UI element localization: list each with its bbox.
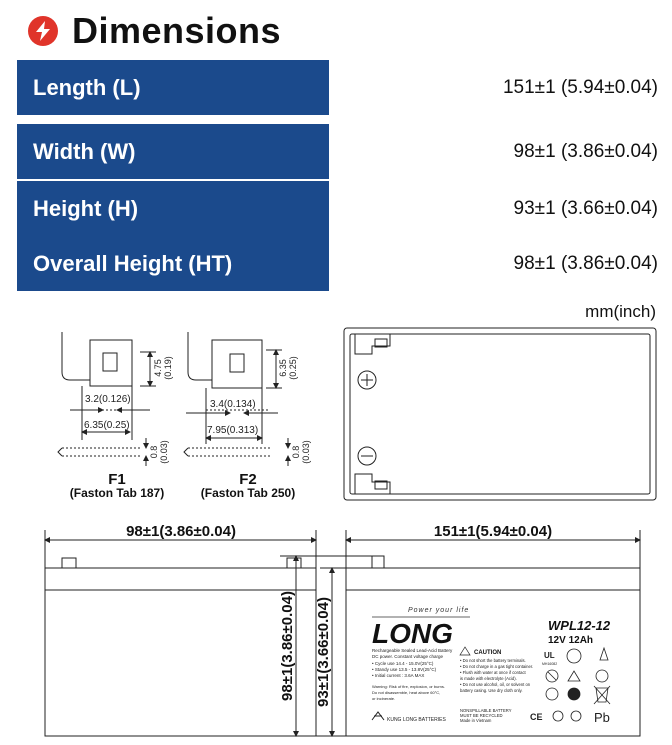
f1-height-dim: 4.75 (153, 359, 163, 377)
certification-icons (530, 648, 610, 725)
f1-height-dim-in: (0.19) (163, 356, 173, 380)
spec-value: 98±1 (3.86±0.04) (513, 252, 658, 274)
caution-text: battery casing. Use dry cloth only. (460, 688, 523, 693)
battery-label (372, 607, 611, 725)
caution-title: CAUTION (474, 650, 502, 656)
nonspill-text: MUST BE RECYCLED (460, 713, 503, 718)
caution-text: • Do not use alcohol, oil, or solvent on (460, 682, 531, 687)
f2-title: F2 (239, 471, 257, 488)
corrosive-icon (568, 671, 580, 681)
f2-height-dim-in: (0.25) (288, 356, 298, 380)
label-warning: Do not disassemble, heat above 60°C, (372, 690, 441, 695)
unit-note: mm(inch) (585, 302, 656, 321)
model-number: WPL12-12 (548, 618, 611, 633)
spec-value: 98±1 (3.86±0.04) (513, 140, 658, 162)
height-dimension-label: 93±1(3.66±0.04) (315, 597, 332, 707)
read-manual-icon (596, 670, 608, 682)
width-dimension-label: 98±1(3.86±0.04) (126, 523, 236, 540)
brand-slogan: Power your life (408, 607, 470, 614)
maker-logo-icon (372, 712, 384, 720)
lead-acid-icon (600, 648, 608, 660)
caution-text: • Do not short the battery terminals. (460, 658, 526, 663)
page-title: Dimensions (72, 10, 282, 51)
brand-logo: LONG (372, 618, 453, 649)
label-desc: DC power. Constant voltage charge (372, 654, 444, 659)
pb-mark-icon: Pb (594, 710, 610, 725)
nonspill-text: NONSPILLABLE BATTERY (460, 708, 512, 713)
caution-text: is made with electrolyte (Acid). (460, 676, 517, 681)
top-view-drawing (344, 328, 656, 500)
f2-caption: (Faston Tab 250) (200, 486, 296, 500)
overall-height-dimension-label: 98±1(3.86±0.04) (279, 591, 296, 701)
f2-height-dim: 6.35 (278, 359, 288, 377)
caution-text: • Do not charge in a gas tight container. (460, 664, 534, 669)
keep-away-children-icon (553, 711, 563, 721)
maker-name: KUNG LONG BATTERIES (387, 717, 446, 723)
recycle-arrows-icon (571, 711, 581, 721)
spec-value: 93±1 (3.66±0.04) (513, 197, 658, 219)
f1-hole-dim: 3.2(0.126) (85, 394, 131, 405)
label-spec: • Cycle use 14.4 - 15.0V(25°C) (372, 661, 434, 666)
spec-label: Length (L) (17, 60, 329, 115)
f1-width-dim: 6.35(0.25) (84, 420, 130, 431)
eye-protection-icon (546, 688, 558, 700)
f2-thick-dim: 0.8 (291, 445, 301, 459)
f1-caption: (Faston Tab 187) (69, 486, 165, 500)
label-warning: or incinerate. (372, 696, 396, 701)
label-warning: Warning: Risk of fire, explosion, or burns. (372, 684, 445, 689)
explosion-icon (568, 688, 580, 700)
f2-hole-dim: 3.4(0.134) (210, 399, 256, 410)
front-view-drawing (280, 530, 640, 736)
length-dimension-label: 151±1(5.94±0.04) (433, 523, 553, 540)
made-in-text: Made in Vietnam (460, 718, 492, 723)
recycle-icon (567, 649, 581, 663)
f1-thick-dim-in: (0.03) (159, 440, 169, 464)
spec-value: 151±1 (5.94±0.04) (502, 76, 658, 98)
ul-mark-icon: UL (544, 651, 555, 660)
side-view-drawing (45, 530, 316, 736)
label-spec: • Initial current : 3.6A MAX (372, 673, 425, 678)
spec-label: Height (H) (17, 181, 329, 236)
f2-thick-dim-in: (0.03) (301, 440, 311, 464)
spec-label: Width (W) (17, 124, 329, 179)
f1-thick-dim: 0.8 (149, 445, 159, 459)
spec-label: Overall Height (HT) (17, 236, 329, 291)
rating: 12V 12Ah (548, 635, 594, 646)
warning-triangle-icon (460, 647, 470, 655)
f1-title: F1 (108, 471, 126, 488)
label-desc: Rechargeable Sealed Lead-Acid Battery (372, 648, 453, 653)
label-spec: • Standy use 13.5 - 13.8V(25°C) (372, 667, 437, 672)
caution-text: • Flush with water at once if contact (460, 670, 526, 675)
cert-number: MH16082 (542, 662, 558, 666)
ce-mark-icon: CE (530, 712, 543, 722)
f2-width-dim: 7.95(0.313) (207, 425, 259, 436)
